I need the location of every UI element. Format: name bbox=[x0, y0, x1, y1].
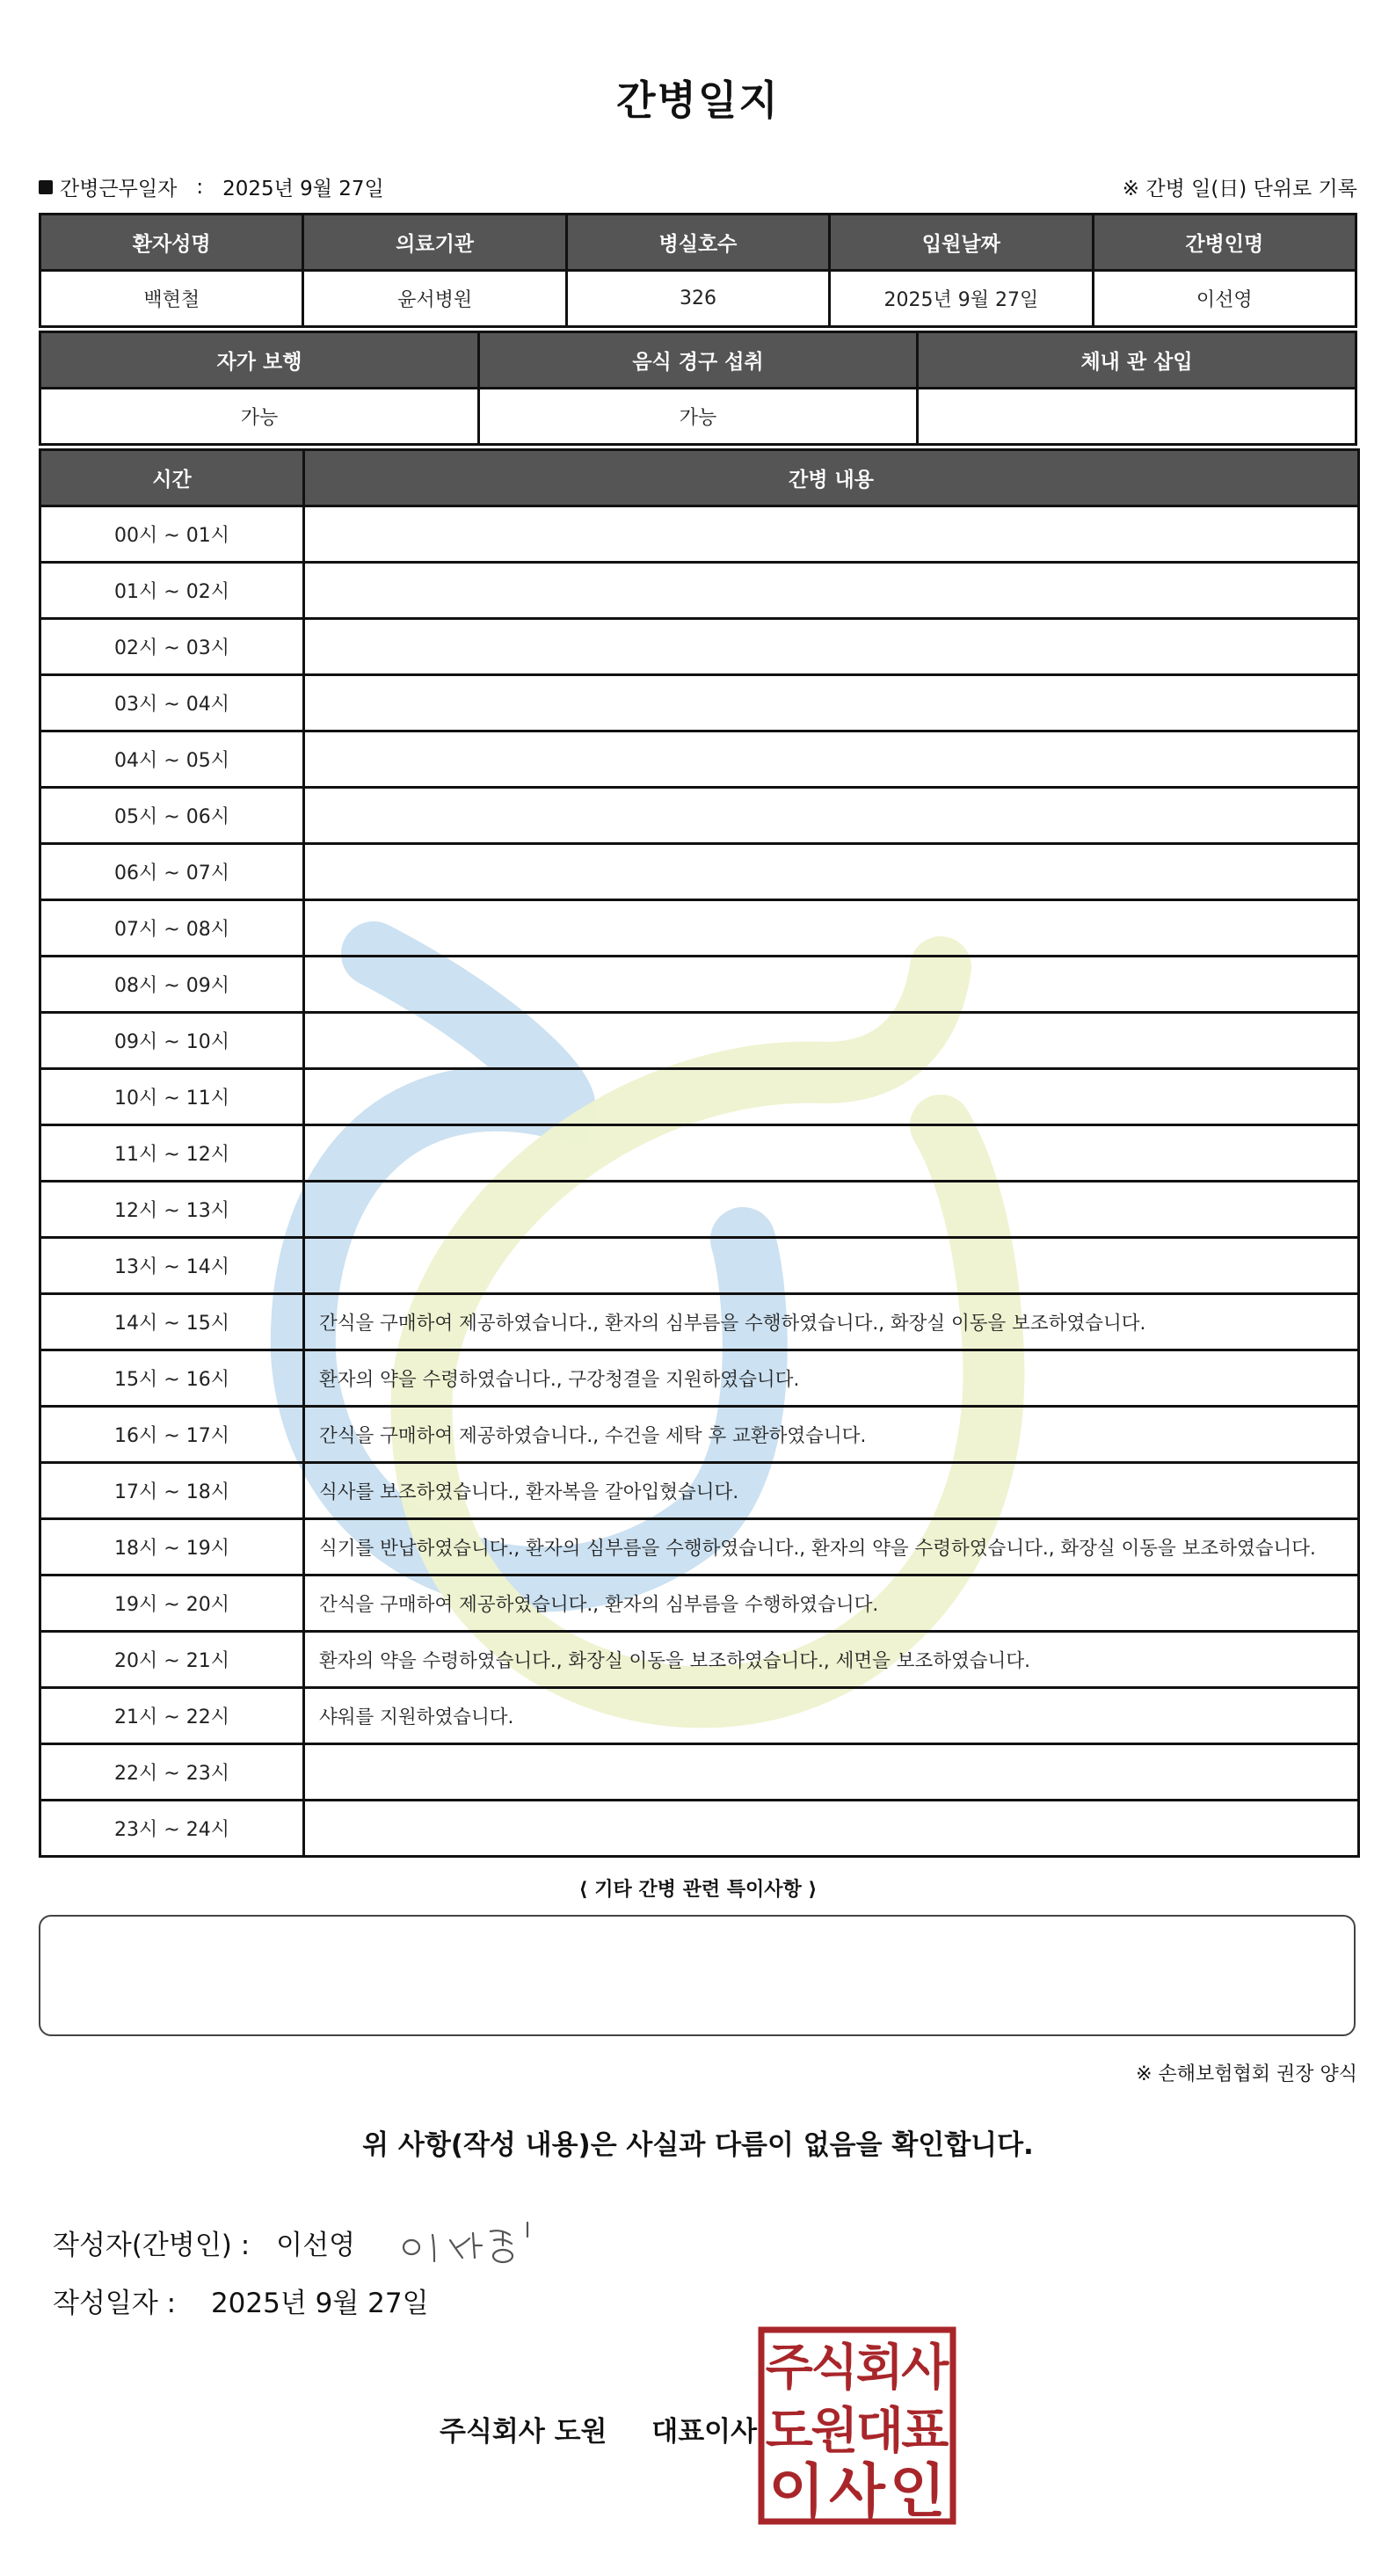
care-log-content bbox=[304, 1013, 1359, 1069]
care-log-row bbox=[40, 1744, 1359, 1801]
writer-row bbox=[53, 2216, 549, 2268]
tube-insertion-value bbox=[918, 389, 1356, 445]
care-log-row bbox=[40, 675, 1359, 731]
care-log-time: 11시 ~ 12시 bbox=[40, 1125, 304, 1182]
care-log-row bbox=[40, 788, 1359, 844]
care-log-time: 14시 ~ 15시 bbox=[40, 1294, 304, 1350]
seal-glyph: 사 bbox=[829, 2457, 885, 2525]
care-log-time: 06시 ~ 07시 bbox=[40, 844, 304, 900]
care-log-content bbox=[304, 563, 1359, 619]
care-log-content bbox=[304, 731, 1359, 788]
header-patient-name: 환자성명 bbox=[40, 215, 303, 271]
care-log-row bbox=[40, 1125, 1359, 1182]
care-log-time: 04시 ~ 05시 bbox=[40, 731, 304, 788]
daily-record-note: ※ 간병 일(日) 단위로 기록 bbox=[1122, 178, 1357, 200]
writer-name: 이선영 bbox=[276, 2229, 356, 2261]
recommend-form-note: ※ 손해보험협회 권장 양식 bbox=[1136, 2063, 1357, 2085]
care-log-content bbox=[304, 1182, 1359, 1238]
confirmation-statement: 위 사항(작성 내용)은 사실과 다름이 없음을 확인합니다. bbox=[362, 2129, 1034, 2161]
care-log-content: 환자의 약을 수령하였습니다., 구강청결을 지원하였습니다. bbox=[304, 1350, 1359, 1407]
condition-value-row bbox=[40, 389, 1356, 445]
care-log-time: 16시 ~ 17시 bbox=[40, 1407, 304, 1463]
care-log-row bbox=[40, 844, 1359, 900]
care-log-body bbox=[40, 506, 1359, 1857]
seal-glyph: 원 bbox=[811, 2403, 859, 2460]
oral-intake-value: 가능 bbox=[479, 389, 918, 445]
care-log-content: 간식을 구매하여 제공하였습니다., 환자의 심부름을 수행하였습니다., 화장실 이동을 보조하였습니다. bbox=[304, 1294, 1359, 1350]
admission-date: 2025년 9월 27일 bbox=[830, 271, 1093, 327]
care-log-time: 02시 ~ 03시 bbox=[40, 619, 304, 675]
care-log-row bbox=[40, 1575, 1359, 1632]
seal-glyph: 도 bbox=[765, 2403, 813, 2460]
work-date-row bbox=[39, 172, 384, 201]
header-hospital: 의료기관 bbox=[303, 215, 566, 271]
document-title: 간병일지 bbox=[616, 76, 780, 124]
care-log-row bbox=[40, 1801, 1359, 1857]
care-log-content: 식기를 반납하였습니다., 환자의 심부름을 수행하였습니다., 환자의 약을 수령하였습니다., 화장실 이동을 보조하였습니다. bbox=[304, 1519, 1359, 1575]
handwritten-signature bbox=[399, 2216, 549, 2268]
work-date-colon: : bbox=[196, 175, 204, 199]
square-bullet-icon bbox=[39, 180, 53, 194]
write-date-value: 2025년 9월 27일 bbox=[210, 2288, 429, 2319]
care-log-row bbox=[40, 1294, 1359, 1350]
care-log-content: 간식을 구매하여 제공하였습니다., 환자의 심부름을 수행하였습니다. bbox=[304, 1575, 1359, 1632]
care-log-row bbox=[40, 957, 1359, 1013]
care-log-time: 09시 ~ 10시 bbox=[40, 1013, 304, 1069]
care-log-time: 07시 ~ 08시 bbox=[40, 900, 304, 957]
care-log-time: 01시 ~ 02시 bbox=[40, 563, 304, 619]
care-log-row bbox=[40, 619, 1359, 675]
care-log-time: 08시 ~ 09시 bbox=[40, 957, 304, 1013]
work-date-value: 2025년 9월 27일 bbox=[222, 178, 384, 200]
care-log-time: 19시 ~ 20시 bbox=[40, 1575, 304, 1632]
header-admission-date: 입원날짜 bbox=[830, 215, 1093, 271]
care-log-time: 21시 ~ 22시 bbox=[40, 1688, 304, 1744]
header-oral-intake: 음식 경구 섭취 bbox=[479, 332, 918, 389]
company-name: 주식회사 도원 bbox=[440, 2416, 607, 2448]
care-log-time: 18시 ~ 19시 bbox=[40, 1519, 304, 1575]
seal-glyph: 인 bbox=[889, 2457, 946, 2525]
care-log-content: 간식을 구매하여 제공하였습니다., 수건을 세탁 후 교환하였습니다. bbox=[304, 1407, 1359, 1463]
patient-info-value-row bbox=[40, 271, 1356, 327]
care-log-time: 03시 ~ 04시 bbox=[40, 675, 304, 731]
header-room-number: 병실호수 bbox=[566, 215, 829, 271]
patient-info-table bbox=[39, 213, 1357, 328]
remarks-box bbox=[39, 1915, 1356, 2036]
care-log-content: 식사를 보조하였습니다., 환자복을 갈아입혔습니다. bbox=[304, 1463, 1359, 1519]
company-signature-line bbox=[440, 2409, 757, 2449]
care-log-row bbox=[40, 1632, 1359, 1688]
care-log-row bbox=[40, 1463, 1359, 1519]
care-log-row bbox=[40, 506, 1359, 563]
care-log-row bbox=[40, 1069, 1359, 1125]
care-log-time: 13시 ~ 14시 bbox=[40, 1238, 304, 1294]
room-number: 326 bbox=[566, 271, 829, 327]
care-log-content: 샤워를 지원하였습니다. bbox=[304, 1688, 1359, 1744]
header-caregiver-name: 간병인명 bbox=[1093, 215, 1356, 271]
write-date-row bbox=[53, 2281, 429, 2320]
hospital-name: 윤서병원 bbox=[303, 271, 566, 327]
care-log-row bbox=[40, 563, 1359, 619]
self-walking-value: 가능 bbox=[40, 389, 479, 445]
header-tube-insertion: 체내 관 삽입 bbox=[918, 332, 1356, 389]
care-log-time: 05시 ~ 06시 bbox=[40, 788, 304, 844]
care-log-content bbox=[304, 675, 1359, 731]
care-log-row bbox=[40, 1182, 1359, 1238]
care-log-time: 22시 ~ 23시 bbox=[40, 1744, 304, 1801]
care-log-content bbox=[304, 1125, 1359, 1182]
care-log-content bbox=[304, 1744, 1359, 1801]
care-log-header-row bbox=[40, 450, 1359, 506]
care-log-row bbox=[40, 1350, 1359, 1407]
seal-glyph: 사 bbox=[901, 2340, 949, 2397]
care-log-content bbox=[304, 1801, 1359, 1857]
patient-name: 백현철 bbox=[40, 271, 303, 327]
care-log-content bbox=[304, 1069, 1359, 1125]
caregiver-name: 이선영 bbox=[1093, 271, 1356, 327]
care-log-time: 17시 ~ 18시 bbox=[40, 1463, 304, 1519]
care-log-time: 20시 ~ 21시 bbox=[40, 1632, 304, 1688]
seal-glyph: 대 bbox=[855, 2403, 904, 2460]
seal-glyph: 회 bbox=[855, 2340, 904, 2397]
work-date-label: 간병근무일자 bbox=[60, 178, 178, 200]
care-log-time: 23시 ~ 24시 bbox=[40, 1801, 304, 1857]
care-log-content bbox=[304, 506, 1359, 563]
company-ceo-title: 대표이사 bbox=[651, 2416, 758, 2448]
care-log-time: 12시 ~ 13시 bbox=[40, 1182, 304, 1238]
care-log-row bbox=[40, 1519, 1359, 1575]
seal-glyph: 식 bbox=[811, 2340, 859, 2397]
header-self-walking: 자가 보행 bbox=[40, 332, 479, 389]
company-seal-stamp bbox=[758, 2326, 956, 2525]
care-log-table bbox=[39, 448, 1360, 1858]
care-log-row bbox=[40, 1238, 1359, 1294]
care-log-time: 10시 ~ 11시 bbox=[40, 1069, 304, 1125]
seal-glyph: 주 bbox=[765, 2340, 813, 2397]
care-log-row bbox=[40, 731, 1359, 788]
care-log-row bbox=[40, 1407, 1359, 1463]
remarks-title: ⟨ 기타 간병 관련 특이사항 ⟩ bbox=[578, 1879, 818, 1901]
care-log-content bbox=[304, 900, 1359, 957]
care-log-content bbox=[304, 844, 1359, 900]
care-log-row bbox=[40, 1013, 1359, 1069]
care-log-row bbox=[40, 900, 1359, 957]
header-time: 시간 bbox=[40, 450, 304, 506]
writer-label: 작성자(간병인) : bbox=[53, 2229, 251, 2261]
care-log-content bbox=[304, 788, 1359, 844]
care-log-row bbox=[40, 1688, 1359, 1744]
patient-info-header-row bbox=[40, 215, 1356, 271]
header-care-content: 간병 내용 bbox=[304, 450, 1359, 506]
seal-glyph: 표 bbox=[901, 2403, 949, 2460]
care-log-content bbox=[304, 957, 1359, 1013]
patient-condition-table bbox=[39, 331, 1357, 446]
care-log-content bbox=[304, 619, 1359, 675]
care-log-time: 15시 ~ 16시 bbox=[40, 1350, 304, 1407]
condition-header-row bbox=[40, 332, 1356, 389]
seal-glyph: 이 bbox=[768, 2457, 825, 2525]
write-date-label: 작성일자 : bbox=[53, 2288, 177, 2319]
care-log-content: 환자의 약을 수령하였습니다., 화장실 이동을 보조하였습니다., 세면을 보조하였습니다. bbox=[304, 1632, 1359, 1688]
care-log-content bbox=[304, 1238, 1359, 1294]
care-log-time: 00시 ~ 01시 bbox=[40, 506, 304, 563]
